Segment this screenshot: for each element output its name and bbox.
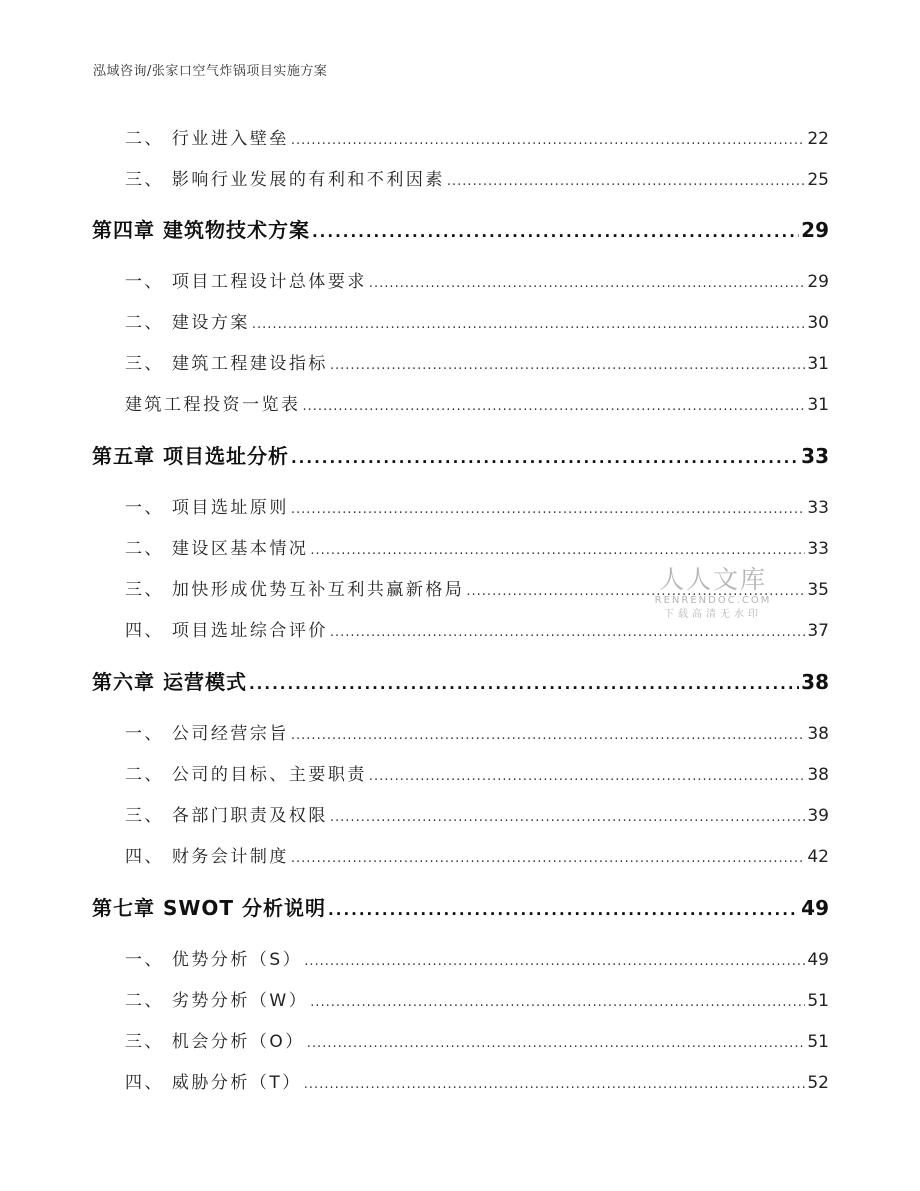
toc-leader-dots [447,174,805,189]
toc-page-number: 39 [807,806,829,826]
toc-entry-label: 一、 项目选址原则 [125,498,289,518]
toc-leader-dots [304,1077,806,1092]
toc-entry-label: 建筑工程投资一览表 [125,395,301,415]
toc-page-number: 29 [801,218,829,242]
toc-entry[interactable] [125,842,829,867]
toc-entry-label: 三、 各部门职责及权限 [125,806,328,826]
toc-entry-label: 三、 加快形成优势互补互利共赢新格局 [125,580,465,600]
toc-page-number: 49 [807,950,829,970]
watermark-domain: RENRENDOC.COM [654,595,772,606]
toc-entry[interactable] [125,760,829,785]
toc-entry-label: 三、 影响行业发展的有利和不利因素 [125,170,445,190]
toc-entry[interactable] [125,390,829,415]
toc-leader-dots [291,502,805,517]
toc-chapter-label: 第四章 建筑物技术方案 [92,218,310,242]
toc-page-number: 33 [807,539,829,559]
toc-chapter-label: 第六章 运营模式 [92,670,247,694]
toc-entry-label: 四、 威胁分析（T） [125,1073,302,1093]
toc-page-number: 25 [807,170,829,190]
document-header: 泓域咨询/张家口空气炸锅项目实施方案 [93,64,328,79]
toc-page-number: 31 [807,354,829,374]
toc-entry[interactable] [125,1068,829,1093]
toc-page-number: 33 [801,444,829,468]
toc-leader-dots [252,317,805,332]
toc-page-number: 51 [807,991,829,1011]
toc-chapter-entry[interactable] [92,214,829,243]
toc-page-number: 38 [807,724,829,744]
toc-leader-dots [330,810,805,825]
toc-page-number: 38 [807,765,829,785]
toc-entry-label: 四、 财务会计制度 [125,847,289,867]
toc-entry-label: 一、 优势分析（S） [125,950,303,970]
toc-page-number: 37 [807,621,829,641]
toc-leader-dots [291,133,805,148]
toc-leader-dots [330,358,805,373]
toc-leader-dots [291,851,805,866]
toc-entry[interactable] [125,1027,829,1052]
toc-leader-dots [249,675,799,693]
toc-entry-label: 三、 机会分析（O） [125,1032,305,1052]
watermark-tagline: 下载高清无水印 [664,609,762,620]
toc-page-number: 49 [801,896,829,920]
toc-page-number: 38 [801,670,829,694]
toc-entry[interactable] [125,267,829,292]
toc-entry[interactable] [125,801,829,826]
toc-entry-label: 一、 项目工程设计总体要求 [125,272,367,292]
toc-leader-dots [369,276,805,291]
toc-entry-label: 二、 公司的目标、主要职责 [125,765,367,785]
toc-chapter-entry[interactable] [92,666,829,695]
toc-page-number: 22 [807,129,829,149]
toc-entry[interactable] [125,493,829,518]
toc-leader-dots [328,901,799,919]
toc-leader-dots [310,543,805,558]
toc-leader-dots [310,995,805,1010]
toc-entry[interactable] [125,165,829,190]
toc-entry[interactable] [125,349,829,374]
toc-chapter-label: 第五章 项目选址分析 [92,444,289,468]
watermark [648,566,778,622]
toc-leader-dots [369,769,805,784]
toc-leader-dots [330,625,805,640]
toc-entry-label: 四、 项目选址综合评价 [125,621,328,641]
toc-chapter-entry[interactable] [92,892,829,921]
toc-page-number: 31 [807,395,829,415]
toc-entry-label: 二、 建设方案 [125,313,250,333]
toc-leader-dots [291,449,799,467]
toc-entry-label: 一、 公司经营宗旨 [125,724,289,744]
toc-entry[interactable] [125,308,829,333]
toc-entry-label: 三、 建筑工程建设指标 [125,354,328,374]
toc-page-number: 30 [807,313,829,333]
toc-page-number: 42 [807,847,829,867]
toc-leader-dots [304,954,805,969]
toc-leader-dots [291,728,805,743]
toc-entry-label: 二、 劣势分析（W） [125,991,309,1011]
toc-entry[interactable] [125,719,829,744]
toc-leader-dots [303,399,806,414]
toc-page-number: 33 [807,498,829,518]
toc-entry-label: 二、 行业进入壁垒 [125,129,289,149]
toc-chapter-entry[interactable] [92,440,829,469]
toc-page-number: 35 [807,580,829,600]
toc-entry[interactable] [125,124,829,149]
watermark-logo-text: 人人文库 [658,565,767,594]
toc-entry[interactable] [125,945,829,970]
toc-page-number: 29 [807,272,829,292]
toc-page-number: 51 [807,1032,829,1052]
toc-page-number: 52 [807,1073,829,1093]
toc-leader-dots [307,1036,806,1051]
toc-entry[interactable] [125,986,829,1011]
toc-entry-label: 二、 建设区基本情况 [125,539,309,559]
toc-chapter-label: 第七章 SWOT 分析说明 [92,896,327,920]
toc-entry[interactable] [125,534,829,559]
toc-leader-dots [312,223,799,241]
